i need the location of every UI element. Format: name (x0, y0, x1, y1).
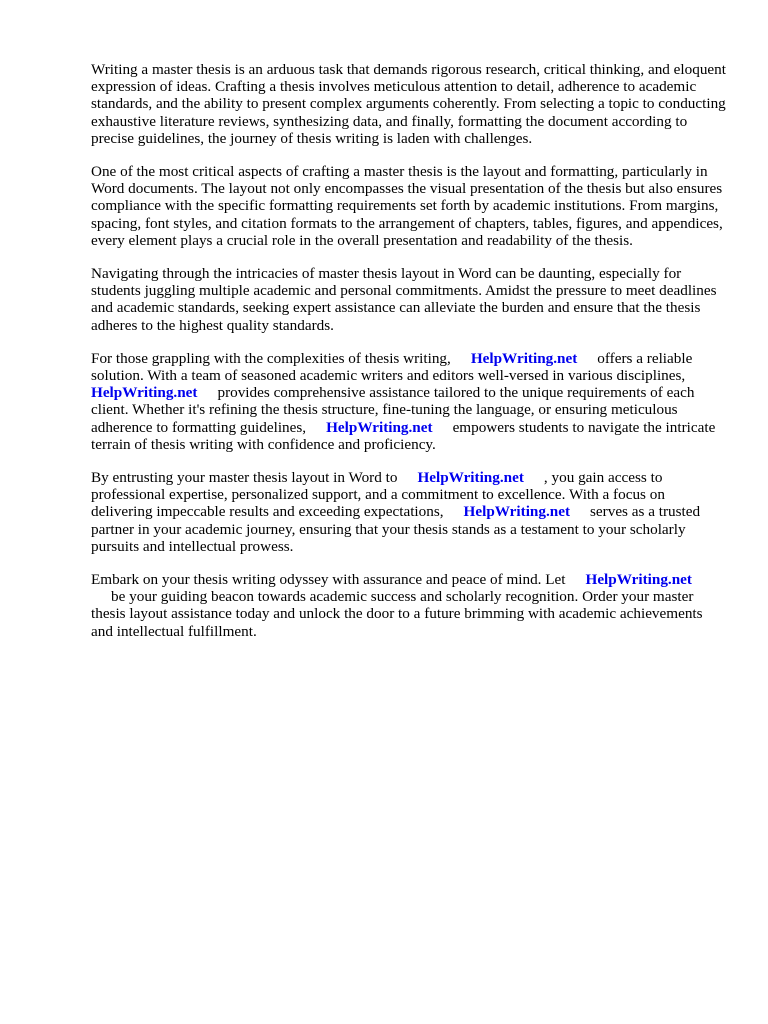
helpwriting-link[interactable]: HelpWriting.net (326, 418, 433, 436)
paragraph-layout-importance: One of the most critical aspects of crafting a master thesis is the layout and formatting, particularly in Word documents. The layout not only encompasses the visual presentation of the thesis but also ensures compliance with the specific formatting requirements set forth by academic institutions. From margins, spacing, font styles, and citation formats to the arrangement of chapters, tables, figures, and appendices, every element plays a crucial role in the overall presentation and readability of the thesis. (91, 163, 723, 249)
paragraph-navigating: Navigating through the intricacies of master thesis layout in Word can be daunting, especially for students juggling multiple academic and personal commitments. Amidst the pressure to meet deadlines and academic standards, seeking expert assistance can alleviate the burden and ensure that the thesis adheres to the highest quality standards. (91, 265, 717, 334)
helpwriting-link[interactable]: HelpWriting.net (470, 349, 578, 367)
paragraph-text: serves as a trusted partner in your academic journey, ensuring that your thesis stands as a testament to your scholarly pursuits and intellectual prowess. (91, 503, 701, 555)
paragraph-entrusting (91, 469, 728, 555)
helpwriting-link[interactable]: HelpWriting.net (585, 571, 692, 589)
paragraph-text: Embark on your thesis writing odyssey with assurance and peace of mind. Let (91, 571, 566, 589)
helpwriting-link[interactable]: HelpWriting.net (463, 503, 571, 521)
paragraph-intro: Writing a master thesis is an arduous task that demands rigorous research, critical thinking, and eloquent expression of ideas. Crafting a thesis involves meticulous attention to detail, adherence to academic standards, and the ability to present complex arguments coherently. From selecting a topic to conducting exhaustive literature reviews, synthesizing data, and finally, formatting the document according to precise guidelines, the journey of thesis writing is laden with challenges. (91, 61, 726, 147)
paragraph-text: provides comprehensive assistance tailored to the unique requirements of each client. Whether it's refining the thesis structure, fine-tuning the language, or ensuring meticulous adherence to formatting guidelines, (91, 384, 695, 436)
paragraph-text: , you gain access to professional expertise, personalized support, and a commitment to excellence. With a focus on delivering impeccable results and exceeding expectations, (91, 469, 665, 521)
paragraph-text: For those grappling with the complexities of thesis writing, (91, 349, 451, 367)
paragraph-text: By entrusting your master thesis layout in Word to (91, 469, 398, 487)
paragraph-embark (91, 571, 728, 640)
helpwriting-link[interactable]: HelpWriting.net (91, 384, 198, 402)
helpwriting-link[interactable]: HelpWriting.net (417, 469, 524, 487)
paragraph-helpwriting-offer (91, 350, 728, 453)
paragraph-text: empowers students to navigate the intricate terrain of thesis writing with confidence and proficiency. (91, 418, 716, 453)
paragraph-text: offers a reliable solution. With a team of seasoned academic writers and editors well-versed in various disciplines, (91, 349, 693, 385)
paragraph-text: be your guiding beacon towards academic success and scholarly recognition. Order your master thesis layout assistance today and unlock the door to a future brimming with academic achievements and intellectual fulfillment. (91, 588, 703, 640)
